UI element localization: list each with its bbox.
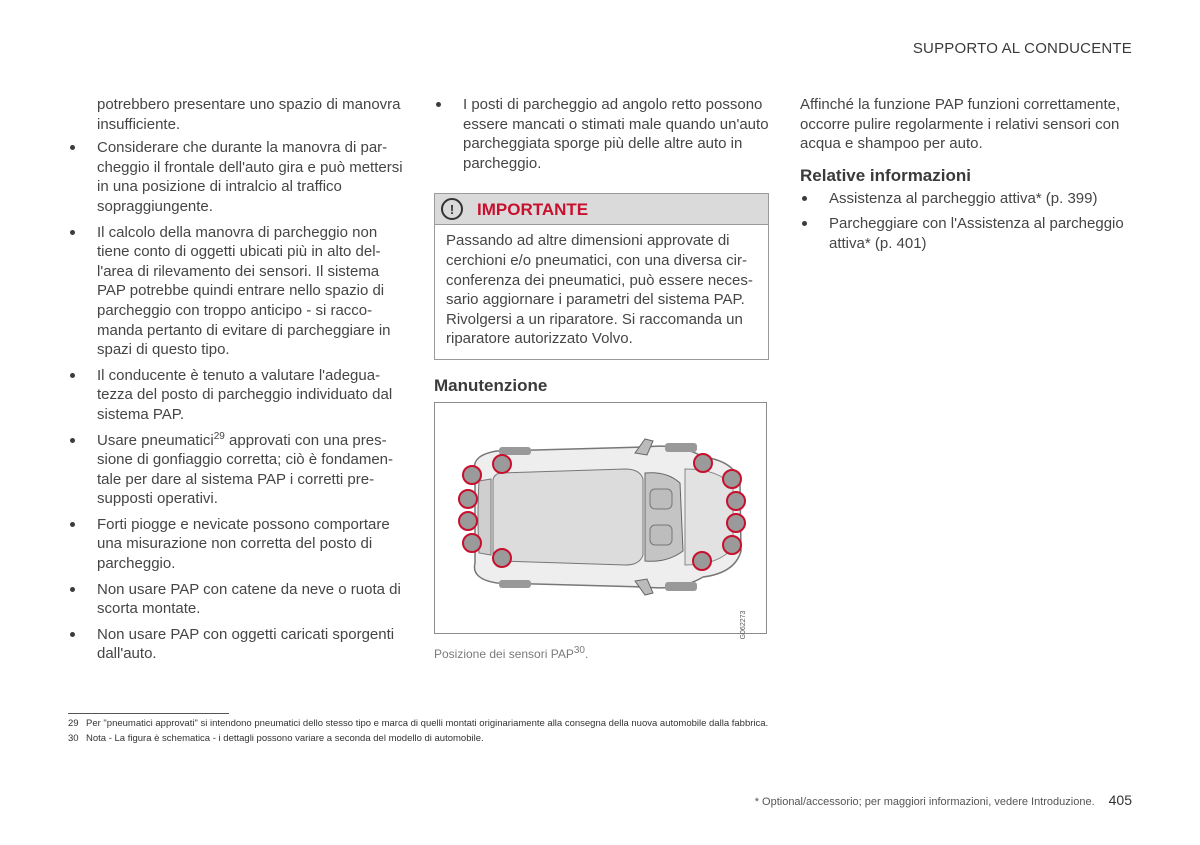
footnote-ref-29[interactable]: 29 bbox=[213, 430, 225, 442]
list-item: Forti piogge e nevicate possono comportare una misurazione non corretta del posto di parcheggio. bbox=[68, 515, 403, 574]
footnote-ref-30[interactable]: 30 bbox=[573, 644, 585, 656]
footnote-number: 30 bbox=[68, 733, 79, 744]
sensor-ring bbox=[463, 534, 481, 552]
column-middle bbox=[434, 95, 769, 665]
car-wheel bbox=[499, 447, 531, 455]
footnote-text: Per "pneumatici approvati" si intendono pneumatici dello stesso tipo e marca di quelli montati originariamente alla consegna della nuova automobile dalla fabbrica. bbox=[86, 718, 769, 729]
list-item: Non usare PAP con catene da neve o ruota di scorta montate. bbox=[68, 580, 403, 619]
section-title-maintenance: Manutenzione bbox=[434, 375, 548, 395]
car-wheel bbox=[499, 580, 531, 588]
sensor-ring bbox=[693, 552, 711, 570]
related-link[interactable]: Parcheggiare con l'Assistenza al parcheggio attiva* (p. 401) bbox=[800, 214, 1135, 253]
maintenance-paragraph: Affinché la funzione PAP funzioni correttamente, occorre pulire regolarmente i relativi sensori con acqua e shampoo per auto. bbox=[800, 96, 1121, 153]
sensor-ring bbox=[493, 455, 511, 473]
page-footer bbox=[755, 792, 1132, 808]
list-item: Il conducente è tenuto a valutare l'adeguatezza del posto di parcheggio individuato dal sistema PAP. bbox=[68, 366, 403, 425]
list-item: Il calcolo della manovra di parcheggio non tiene conto di oggetti ubicati più in alto dell'area di rilevamento dei sensori. Il sistema PAP potrebbe quindi entrare nello spazio di parcheggio con troppo anticipo - si raccomanda pertanto di evitare di parcheggiare in spazi di questo tipo. bbox=[68, 223, 403, 360]
column-right bbox=[800, 95, 1135, 260]
sensor-ring bbox=[463, 466, 481, 484]
important-header bbox=[435, 194, 768, 225]
car-seat bbox=[650, 489, 672, 509]
page-number: 405 bbox=[1108, 792, 1132, 808]
sensor-ring bbox=[459, 512, 477, 530]
car-seat bbox=[650, 525, 672, 545]
caption-text: Posizione dei sensori PAP bbox=[434, 646, 574, 661]
tyre-text-end: approvati con una pressione di gonfiaggio corretta; ciò è fondamentale per dare al sistema PAP i corretti presupposti operativi. bbox=[97, 431, 394, 508]
list-item-tyres bbox=[68, 431, 403, 509]
sensor-ring bbox=[723, 536, 741, 554]
important-body: Passando ad altre dimensioni approvate di cerchioni e/o pneumatici, con una diversa circonferenza dei pneumatici, può essere necessario aggiornare i parametri del sistema PAP. Rivolgersi a un riparatore. Si raccomanda un riparatore autorizzato Volvo. bbox=[446, 232, 753, 348]
continued-paragraph: potrebbero presentare uno spazio di manovra insufficiente. bbox=[97, 96, 401, 133]
sensor-figure bbox=[434, 402, 767, 640]
bullet-list bbox=[68, 138, 403, 664]
figure-caption bbox=[434, 645, 769, 665]
car-roof bbox=[493, 469, 643, 565]
running-header: SUPPORTO AL CONDUCENTE bbox=[912, 40, 1132, 57]
car-top-view-illustration bbox=[435, 403, 766, 633]
related-link[interactable]: Assistenza al parcheggio attiva* (p. 399) bbox=[800, 189, 1135, 209]
car-windscreen bbox=[645, 473, 683, 562]
footnote-divider bbox=[68, 713, 229, 714]
car-wheel bbox=[665, 582, 697, 591]
car-wheel bbox=[665, 443, 697, 452]
sensor-ring bbox=[459, 490, 477, 508]
important-box bbox=[434, 193, 769, 360]
related-links bbox=[800, 189, 1135, 254]
sensor-ring bbox=[727, 514, 745, 532]
list-item: Considerare che durante la manovra di parcheggio il frontale dell'auto gira e può mettersi in una posizione di intralcio al traffico sopraggiungente. bbox=[68, 138, 403, 216]
important-title: IMPORTANTE bbox=[477, 199, 589, 219]
optional-accessory-note: * Optional/accessorio; per maggiori informazioni, vedere Introduzione. bbox=[754, 796, 1095, 808]
sensor-ring bbox=[694, 454, 712, 472]
sensor-ring bbox=[723, 470, 741, 488]
sensor-ring bbox=[727, 492, 745, 510]
sensor-ring bbox=[493, 549, 511, 567]
caption-end: . bbox=[584, 646, 589, 661]
column-left bbox=[68, 95, 403, 670]
footnote-30 bbox=[68, 733, 484, 744]
figure-code: G062273 bbox=[740, 610, 748, 640]
list-item: I posti di parcheggio ad angolo retto possono essere mancati o stimati male quando un'auto parcheggiata sporge più delle altre auto in parcheggio. bbox=[434, 95, 769, 173]
bullet-list bbox=[434, 95, 769, 173]
exclamation-icon: ! bbox=[441, 198, 463, 220]
footnote-text: Nota - La figura è schematica - i dettagli possono variare a seconda del modello di automobile. bbox=[86, 733, 484, 744]
footnote-29 bbox=[68, 718, 768, 729]
tyre-text-start: Usare pneumatici bbox=[97, 431, 214, 449]
related-info-title: Relative informazioni bbox=[800, 165, 971, 185]
footnote-number: 29 bbox=[68, 718, 79, 729]
list-item: Non usare PAP con oggetti caricati sporgenti dall'auto. bbox=[68, 625, 403, 664]
